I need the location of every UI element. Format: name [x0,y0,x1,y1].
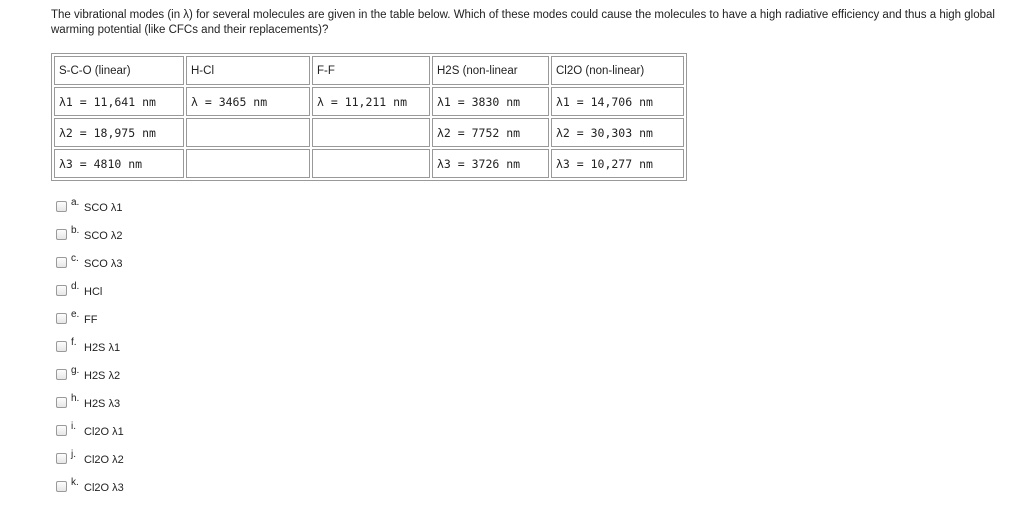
option-label: H2S λ3 [84,398,121,410]
table-cell: λ3 = 4810 nm [54,149,184,178]
table-cell [186,149,310,178]
table-cell: λ = 3465 nm [186,87,310,116]
option-label: HCl [84,286,103,298]
option-letter: k. [71,477,79,488]
option-letter: g. [71,365,80,376]
option-letter: d. [71,281,80,292]
table-cell: λ1 = 3830 nm [432,87,549,116]
checkbox[interactable] [56,257,67,268]
table-row [54,118,684,147]
checkbox[interactable] [56,369,67,380]
header-cl2o: Cl2O (non-linear) [551,56,684,85]
checkbox[interactable] [56,425,67,436]
table-cell: λ3 = 10,277 nm [551,149,684,178]
checkbox[interactable] [56,285,67,296]
option-label: SCO λ2 [84,230,123,242]
table-cell: λ2 = 18,975 nm [54,118,184,147]
table-cell [186,118,310,147]
table-row [54,87,684,116]
table-header-row [54,56,684,85]
option-label: SCO λ3 [84,258,123,270]
header-sco: S-C-O (linear) [54,56,184,85]
header-ff: F-F [312,56,430,85]
checkbox[interactable] [56,341,67,352]
option-label: Cl2O λ3 [84,482,124,494]
option-letter: j. [71,449,76,460]
table-cell: λ = 11,211 nm [312,87,430,116]
option-label: Cl2O λ2 [84,454,124,466]
option-letter: i. [71,421,76,432]
table-cell: λ2 = 7752 nm [432,118,549,147]
checkbox[interactable] [56,313,67,324]
option-label: H2S λ2 [84,370,121,382]
table-cell: λ1 = 11,641 nm [54,87,184,116]
header-hcl: H-Cl [186,56,310,85]
question-text: The vibrational modes (in λ) for several molecules are given in the table below. Which of these modes could cause the molecules to have a high radiative efficiency and thus a high global warming potential (like CFCs and their replacements)? [51,9,995,36]
option-label: SCO λ1 [84,202,123,214]
table-cell: λ1 = 14,706 nm [551,87,684,116]
option-label: FF [84,314,98,326]
option-letter: a. [71,197,80,208]
option-letter: c. [71,253,79,264]
checkbox[interactable] [56,397,67,408]
header-h2s: H2S (non-linear [432,56,549,85]
checkbox[interactable] [56,453,67,464]
option-letter: f. [71,337,77,348]
vibrational-modes-table [51,53,687,181]
checkbox[interactable] [56,229,67,240]
table-cell [312,118,430,147]
option-letter: h. [71,393,80,404]
table-row [54,149,684,178]
table-cell: λ3 = 3726 nm [432,149,549,178]
option-letter: b. [71,225,80,236]
option-label: H2S λ1 [84,342,121,354]
table-cell: λ2 = 30,303 nm [551,118,684,147]
option-label: Cl2O λ1 [84,426,124,438]
table-cell [312,149,430,178]
checkbox[interactable] [56,201,67,212]
checkbox[interactable] [56,481,67,492]
option-letter: e. [71,309,80,320]
